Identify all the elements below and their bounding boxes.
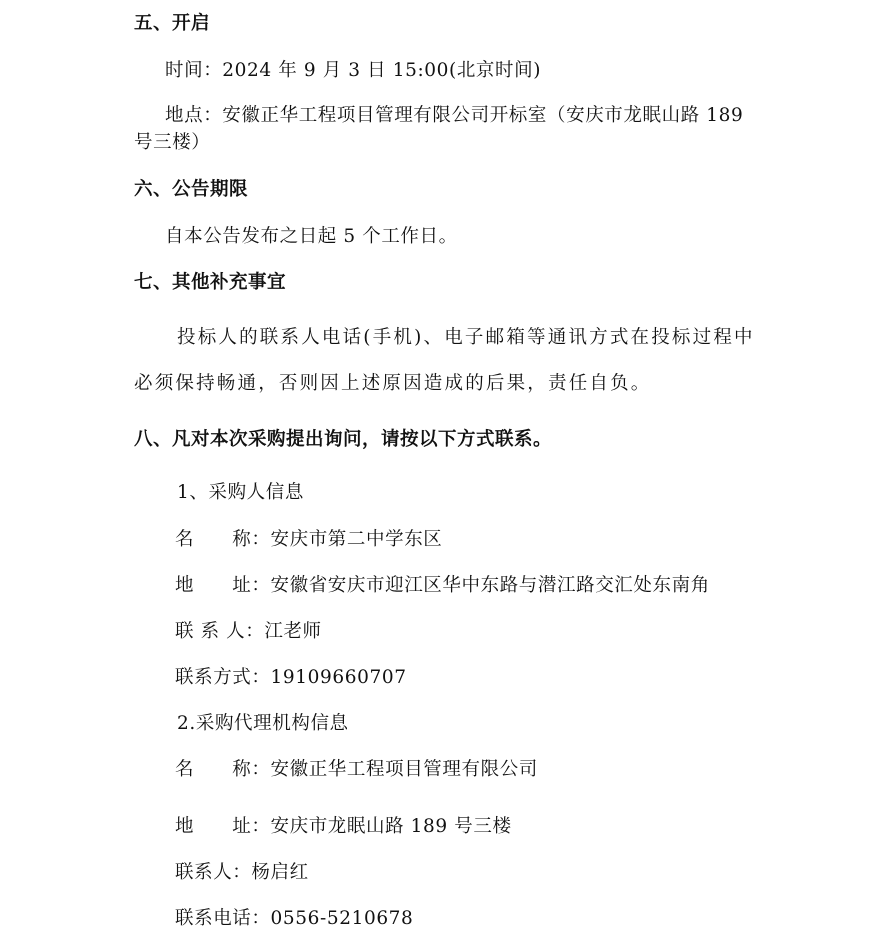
purchaser-title: 1、采购人信息 [177, 482, 304, 503]
agency-phone: 联系电话：0556-5210678 [175, 908, 414, 929]
opening-place-line2: 号三楼） [134, 132, 211, 153]
opening-time: 时间：2024 年 9 月 3 日 15:00(北京时间) [165, 60, 542, 81]
purchaser-phone: 联系方式：19109660707 [175, 667, 407, 688]
section-heading-opening: 五、开启 [134, 13, 211, 34]
agency-address: 地 址：安庆市龙眠山路 189 号三楼 [175, 816, 512, 837]
agency-title: 2.采购代理机构信息 [177, 713, 349, 734]
purchaser-name: 名 称：安庆市第二中学东区 [175, 529, 443, 550]
purchaser-contact: 联 系 人：江老师 [175, 621, 322, 642]
section-heading-other: 七、其他补充事宜 [134, 272, 287, 293]
agency-name: 名 称：安徽正华工程项目管理有限公司 [175, 759, 538, 780]
section-heading-inquiry: 八、凡对本次采购提出询问，请按以下方式联系。 [134, 429, 553, 450]
section-heading-notice-period: 六、公告期限 [134, 179, 249, 200]
opening-place-line1: 地点：安徽正华工程项目管理有限公司开标室（安庆市龙眠山路 189 [165, 105, 744, 126]
other-text-line2: 必须保持畅通，否则因上述原因造成的后果，责任自负。 [134, 373, 652, 394]
notice-period-text: 自本公告发布之日起 5 个工作日。 [165, 226, 458, 247]
purchaser-address: 地 址：安徽省安庆市迎江区华中东路与潜江路交汇处东南角 [175, 575, 710, 596]
other-text-line1: 投标人的联系人电话(手机)、电子邮箱等通讯方式在投标过程中 [177, 327, 755, 348]
agency-contact: 联系人：杨启红 [175, 862, 309, 883]
